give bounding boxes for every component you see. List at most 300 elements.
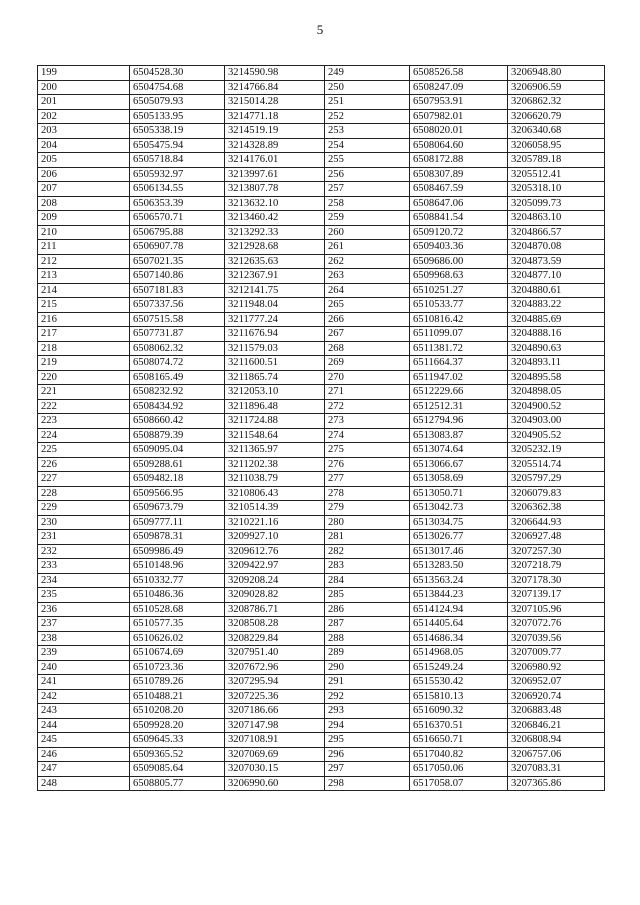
point-number-cell: 213 [38,269,130,284]
table-row [38,225,605,240]
y-coordinate-cell: 3211865.74 [225,370,325,385]
y-coordinate-cell: 3207030.15 [225,762,325,777]
y-coordinate-cell: 3205232.19 [508,443,605,458]
x-coordinate-cell: 6516090.32 [410,704,508,719]
x-coordinate-cell: 6513283.50 [410,559,508,574]
point-number-cell: 250 [325,80,410,95]
y-coordinate-cell: 3210514.39 [225,501,325,516]
x-coordinate-cell: 6508526.58 [410,66,508,81]
y-coordinate-cell: 3212141.75 [225,283,325,298]
x-coordinate-cell: 6509968.63 [410,269,508,284]
x-coordinate-cell: 6509095.04 [130,443,225,458]
point-number-cell: 206 [38,167,130,182]
point-number-cell: 291 [325,675,410,690]
point-number-cell: 253 [325,124,410,139]
point-number-cell: 251 [325,95,410,110]
y-coordinate-cell: 3211896.48 [225,399,325,414]
table-row [38,443,605,458]
x-coordinate-cell: 6507731.87 [130,327,225,342]
x-coordinate-cell: 6513050.71 [410,486,508,501]
x-coordinate-cell: 6505338.19 [130,124,225,139]
point-number-cell: 248 [38,776,130,791]
x-coordinate-cell: 6508879.39 [130,428,225,443]
y-coordinate-cell: 3207365.86 [508,776,605,791]
y-coordinate-cell: 3207083.31 [508,762,605,777]
table-row [38,66,605,81]
x-coordinate-cell: 6504528.30 [130,66,225,81]
point-number-cell: 242 [38,689,130,704]
point-number-cell: 210 [38,225,130,240]
table-row [38,153,605,168]
point-number-cell: 265 [325,298,410,313]
point-number-cell: 217 [38,327,130,342]
y-coordinate-cell: 3207069.69 [225,747,325,762]
y-coordinate-cell: 3211600.51 [225,356,325,371]
y-coordinate-cell: 3208508.28 [225,617,325,632]
table-row [38,428,605,443]
y-coordinate-cell: 3213292.33 [225,225,325,240]
x-coordinate-cell: 6510816.42 [410,312,508,327]
y-coordinate-cell: 3211777.24 [225,312,325,327]
y-coordinate-cell: 3207218.79 [508,559,605,574]
page-number: 5 [316,22,324,37]
x-coordinate-cell: 6512229.66 [410,385,508,400]
table-row [38,370,605,385]
coordinates-table [37,65,605,791]
x-coordinate-cell: 6516370.51 [410,718,508,733]
x-coordinate-cell: 6509403.36 [410,240,508,255]
y-coordinate-cell: 3204885.69 [508,312,605,327]
y-coordinate-cell: 3211676.94 [225,327,325,342]
x-coordinate-cell: 6509566.95 [130,486,225,501]
x-coordinate-cell: 6511381.72 [410,341,508,356]
x-coordinate-cell: 6513034.75 [410,515,508,530]
table-row [38,617,605,632]
x-coordinate-cell: 6509928.20 [130,718,225,733]
y-coordinate-cell: 3208229.84 [225,631,325,646]
table-row [38,486,605,501]
x-coordinate-cell: 6505133.95 [130,109,225,124]
y-coordinate-cell: 3209422.97 [225,559,325,574]
y-coordinate-cell: 3204890.63 [508,341,605,356]
x-coordinate-cell: 6510486.36 [130,588,225,603]
x-coordinate-cell: 6509120.72 [410,225,508,240]
table-row [38,327,605,342]
point-number-cell: 293 [325,704,410,719]
x-coordinate-cell: 6509365.52 [130,747,225,762]
y-coordinate-cell: 3207009.77 [508,646,605,661]
point-number-cell: 207 [38,182,130,197]
x-coordinate-cell: 6511664.37 [410,356,508,371]
point-number-cell: 228 [38,486,130,501]
x-coordinate-cell: 6512794.96 [410,414,508,429]
y-coordinate-cell: 3212635.63 [225,254,325,269]
point-number-cell: 260 [325,225,410,240]
y-coordinate-cell: 3211548.64 [225,428,325,443]
y-coordinate-cell: 3206906.59 [508,80,605,95]
y-coordinate-cell: 3210221.16 [225,515,325,530]
table-row [38,762,605,777]
x-coordinate-cell: 6513066.67 [410,457,508,472]
point-number-cell: 215 [38,298,130,313]
y-coordinate-cell: 3211948.04 [225,298,325,313]
y-coordinate-cell: 3211579.03 [225,341,325,356]
point-number-cell: 239 [38,646,130,661]
x-coordinate-cell: 6507953.91 [410,95,508,110]
point-number-cell: 284 [325,573,410,588]
point-number-cell: 280 [325,515,410,530]
point-number-cell: 240 [38,660,130,675]
x-coordinate-cell: 6510626.02 [130,631,225,646]
x-coordinate-cell: 6513083.87 [410,428,508,443]
y-coordinate-cell: 3207072.76 [508,617,605,632]
x-coordinate-cell: 6505475.94 [130,138,225,153]
y-coordinate-cell: 3204880.61 [508,283,605,298]
x-coordinate-cell: 6510528.68 [130,602,225,617]
point-number-cell: 208 [38,196,130,211]
y-coordinate-cell: 3209208.24 [225,573,325,588]
point-number-cell: 231 [38,530,130,545]
x-coordinate-cell: 6509986.49 [130,544,225,559]
point-number-cell: 262 [325,254,410,269]
point-number-cell: 282 [325,544,410,559]
point-number-cell: 199 [38,66,130,81]
point-number-cell: 202 [38,109,130,124]
coordinates-table-body [38,66,605,791]
x-coordinate-cell: 6514686.34 [410,631,508,646]
point-number-cell: 204 [38,138,130,153]
point-number-cell: 201 [38,95,130,110]
point-number-cell: 203 [38,124,130,139]
point-number-cell: 234 [38,573,130,588]
point-number-cell: 218 [38,341,130,356]
point-number-cell: 232 [38,544,130,559]
y-coordinate-cell: 3206948.80 [508,66,605,81]
x-coordinate-cell: 6514968.05 [410,646,508,661]
x-coordinate-cell: 6509777.11 [130,515,225,530]
y-coordinate-cell: 3211365.97 [225,443,325,458]
y-coordinate-cell: 3204898.05 [508,385,605,400]
point-number-cell: 224 [38,428,130,443]
x-coordinate-cell: 6508020.01 [410,124,508,139]
point-number-cell: 219 [38,356,130,371]
point-number-cell: 269 [325,356,410,371]
point-number-cell: 286 [325,602,410,617]
y-coordinate-cell: 3204895.58 [508,370,605,385]
y-coordinate-cell: 3207108.91 [225,733,325,748]
y-coordinate-cell: 3206808.94 [508,733,605,748]
y-coordinate-cell: 3213997.61 [225,167,325,182]
y-coordinate-cell: 3205789.18 [508,153,605,168]
x-coordinate-cell: 6508074.72 [130,356,225,371]
x-coordinate-cell: 6517058.07 [410,776,508,791]
x-coordinate-cell: 6513017.46 [410,544,508,559]
y-coordinate-cell: 3214328.89 [225,138,325,153]
y-coordinate-cell: 3207295.94 [225,675,325,690]
x-coordinate-cell: 6509673.79 [130,501,225,516]
point-number-cell: 223 [38,414,130,429]
table-row [38,80,605,95]
y-coordinate-cell: 3208786.71 [225,602,325,617]
y-coordinate-cell: 3206058.95 [508,138,605,153]
point-number-cell: 245 [38,733,130,748]
point-number-cell: 273 [325,414,410,429]
point-number-cell: 263 [325,269,410,284]
x-coordinate-cell: 6515249.24 [410,660,508,675]
x-coordinate-cell: 6504754.68 [130,80,225,95]
point-number-cell: 296 [325,747,410,762]
y-coordinate-cell: 3207039.56 [508,631,605,646]
point-number-cell: 287 [325,617,410,632]
table-row [38,776,605,791]
point-number-cell: 276 [325,457,410,472]
x-coordinate-cell: 6510533.77 [410,298,508,313]
y-coordinate-cell: 3204877.10 [508,269,605,284]
point-number-cell: 285 [325,588,410,603]
point-number-cell: 212 [38,254,130,269]
point-number-cell: 237 [38,617,130,632]
table-row [38,515,605,530]
point-number-cell: 225 [38,443,130,458]
x-coordinate-cell: 6507021.35 [130,254,225,269]
point-number-cell: 297 [325,762,410,777]
x-coordinate-cell: 6514124.94 [410,602,508,617]
table-row [38,124,605,139]
y-coordinate-cell: 3207257.30 [508,544,605,559]
point-number-cell: 227 [38,472,130,487]
point-number-cell: 238 [38,631,130,646]
table-row [38,544,605,559]
point-number-cell: 222 [38,399,130,414]
y-coordinate-cell: 3204888.16 [508,327,605,342]
point-number-cell: 246 [38,747,130,762]
table-row [38,109,605,124]
table-row [38,602,605,617]
y-coordinate-cell: 3212367.91 [225,269,325,284]
x-coordinate-cell: 6508172.88 [410,153,508,168]
y-coordinate-cell: 3206757.06 [508,747,605,762]
table-row [38,167,605,182]
point-number-cell: 277 [325,472,410,487]
x-coordinate-cell: 6511099.07 [410,327,508,342]
y-coordinate-cell: 3205512.41 [508,167,605,182]
x-coordinate-cell: 6505079.93 [130,95,225,110]
point-number-cell: 255 [325,153,410,168]
y-coordinate-cell: 3204863.10 [508,211,605,226]
x-coordinate-cell: 6513563.24 [410,573,508,588]
y-coordinate-cell: 3206990.60 [225,776,325,791]
point-number-cell: 278 [325,486,410,501]
x-coordinate-cell: 6506353.39 [130,196,225,211]
x-coordinate-cell: 6508064.60 [410,138,508,153]
point-number-cell: 283 [325,559,410,574]
table-row [38,631,605,646]
y-coordinate-cell: 3204900.52 [508,399,605,414]
y-coordinate-cell: 3214176.01 [225,153,325,168]
y-coordinate-cell: 3207672.96 [225,660,325,675]
table-row [38,312,605,327]
x-coordinate-cell: 6508841.54 [410,211,508,226]
x-coordinate-cell: 6510723.36 [130,660,225,675]
point-number-cell: 221 [38,385,130,400]
table-row [38,501,605,516]
table-row [38,457,605,472]
x-coordinate-cell: 6510674.69 [130,646,225,661]
table-row [38,356,605,371]
y-coordinate-cell: 3204905.52 [508,428,605,443]
point-number-cell: 290 [325,660,410,675]
table-row [38,472,605,487]
table-row [38,385,605,400]
y-coordinate-cell: 3206920.74 [508,689,605,704]
y-coordinate-cell: 3206862.32 [508,95,605,110]
y-coordinate-cell: 3205318.10 [508,182,605,197]
x-coordinate-cell: 6509686.00 [410,254,508,269]
point-number-cell: 281 [325,530,410,545]
point-number-cell: 252 [325,109,410,124]
x-coordinate-cell: 6510789.26 [130,675,225,690]
y-coordinate-cell: 3209927.10 [225,530,325,545]
point-number-cell: 256 [325,167,410,182]
x-coordinate-cell: 6505718.84 [130,153,225,168]
x-coordinate-cell: 6507515.58 [130,312,225,327]
point-number-cell: 294 [325,718,410,733]
table-row [38,254,605,269]
table-row [38,399,605,414]
y-coordinate-cell: 3211202.38 [225,457,325,472]
x-coordinate-cell: 6508805.77 [130,776,225,791]
table-row [38,211,605,226]
y-coordinate-cell: 3209028.82 [225,588,325,603]
point-number-cell: 230 [38,515,130,530]
point-number-cell: 241 [38,675,130,690]
x-coordinate-cell: 6510488.21 [130,689,225,704]
point-number-cell: 298 [325,776,410,791]
y-coordinate-cell: 3206980.92 [508,660,605,675]
x-coordinate-cell: 6515810.13 [410,689,508,704]
point-number-cell: 205 [38,153,130,168]
table-row [38,95,605,110]
point-number-cell: 259 [325,211,410,226]
y-coordinate-cell: 3206846.21 [508,718,605,733]
x-coordinate-cell: 6505932.97 [130,167,225,182]
y-coordinate-cell: 3204883.22 [508,298,605,313]
y-coordinate-cell: 3209612.76 [225,544,325,559]
point-number-cell: 254 [325,138,410,153]
point-number-cell: 264 [325,283,410,298]
y-coordinate-cell: 3207147.98 [225,718,325,733]
table-row [38,689,605,704]
point-number-cell: 209 [38,211,130,226]
y-coordinate-cell: 3214590.98 [225,66,325,81]
table-row [38,733,605,748]
x-coordinate-cell: 6515530.42 [410,675,508,690]
table-row [38,283,605,298]
point-number-cell: 261 [325,240,410,255]
y-coordinate-cell: 3207951.40 [225,646,325,661]
y-coordinate-cell: 3207105.96 [508,602,605,617]
x-coordinate-cell: 6509482.18 [130,472,225,487]
x-coordinate-cell: 6517040.82 [410,747,508,762]
y-coordinate-cell: 3207139.17 [508,588,605,603]
point-number-cell: 249 [325,66,410,81]
y-coordinate-cell: 3213460.42 [225,211,325,226]
table-row [38,240,605,255]
x-coordinate-cell: 6507140.86 [130,269,225,284]
x-coordinate-cell: 6508165.49 [130,370,225,385]
x-coordinate-cell: 6510577.35 [130,617,225,632]
point-number-cell: 292 [325,689,410,704]
table-row [38,718,605,733]
y-coordinate-cell: 3212928.68 [225,240,325,255]
table-row [38,559,605,574]
table-row [38,269,605,284]
y-coordinate-cell: 3215014.28 [225,95,325,110]
x-coordinate-cell: 6511947.02 [410,370,508,385]
point-number-cell: 233 [38,559,130,574]
point-number-cell: 295 [325,733,410,748]
x-coordinate-cell: 6508467.59 [410,182,508,197]
y-coordinate-cell: 3205514.74 [508,457,605,472]
table-row [38,341,605,356]
x-coordinate-cell: 6512512.31 [410,399,508,414]
y-coordinate-cell: 3206927.48 [508,530,605,545]
y-coordinate-cell: 3205797.29 [508,472,605,487]
y-coordinate-cell: 3204903.00 [508,414,605,429]
point-number-cell: 229 [38,501,130,516]
x-coordinate-cell: 6516650.71 [410,733,508,748]
y-coordinate-cell: 3212053.10 [225,385,325,400]
x-coordinate-cell: 6507181.83 [130,283,225,298]
point-number-cell: 216 [38,312,130,327]
x-coordinate-cell: 6510148.96 [130,559,225,574]
point-number-cell: 236 [38,602,130,617]
table-row [38,138,605,153]
y-coordinate-cell: 3206362.38 [508,501,605,516]
x-coordinate-cell: 6510208.20 [130,704,225,719]
table-row [38,704,605,719]
x-coordinate-cell: 6508660.42 [130,414,225,429]
point-number-cell: 220 [38,370,130,385]
point-number-cell: 200 [38,80,130,95]
y-coordinate-cell: 3206620.79 [508,109,605,124]
y-coordinate-cell: 3214519.19 [225,124,325,139]
y-coordinate-cell: 3207225.36 [225,689,325,704]
y-coordinate-cell: 3207178.30 [508,573,605,588]
point-number-cell: 268 [325,341,410,356]
x-coordinate-cell: 6510251.27 [410,283,508,298]
point-number-cell: 272 [325,399,410,414]
x-coordinate-cell: 6506907.78 [130,240,225,255]
point-number-cell: 214 [38,283,130,298]
y-coordinate-cell: 3211724.88 [225,414,325,429]
y-coordinate-cell: 3211038.79 [225,472,325,487]
x-coordinate-cell: 6509288.61 [130,457,225,472]
point-number-cell: 270 [325,370,410,385]
table-row [38,588,605,603]
y-coordinate-cell: 3207186.66 [225,704,325,719]
x-coordinate-cell: 6506134.55 [130,182,225,197]
y-coordinate-cell: 3213632.10 [225,196,325,211]
y-coordinate-cell: 3204873.59 [508,254,605,269]
x-coordinate-cell: 6508647.06 [410,196,508,211]
x-coordinate-cell: 6508062.32 [130,341,225,356]
point-number-cell: 279 [325,501,410,516]
point-number-cell: 258 [325,196,410,211]
table-row [38,747,605,762]
table-row [38,182,605,197]
table-row [38,530,605,545]
